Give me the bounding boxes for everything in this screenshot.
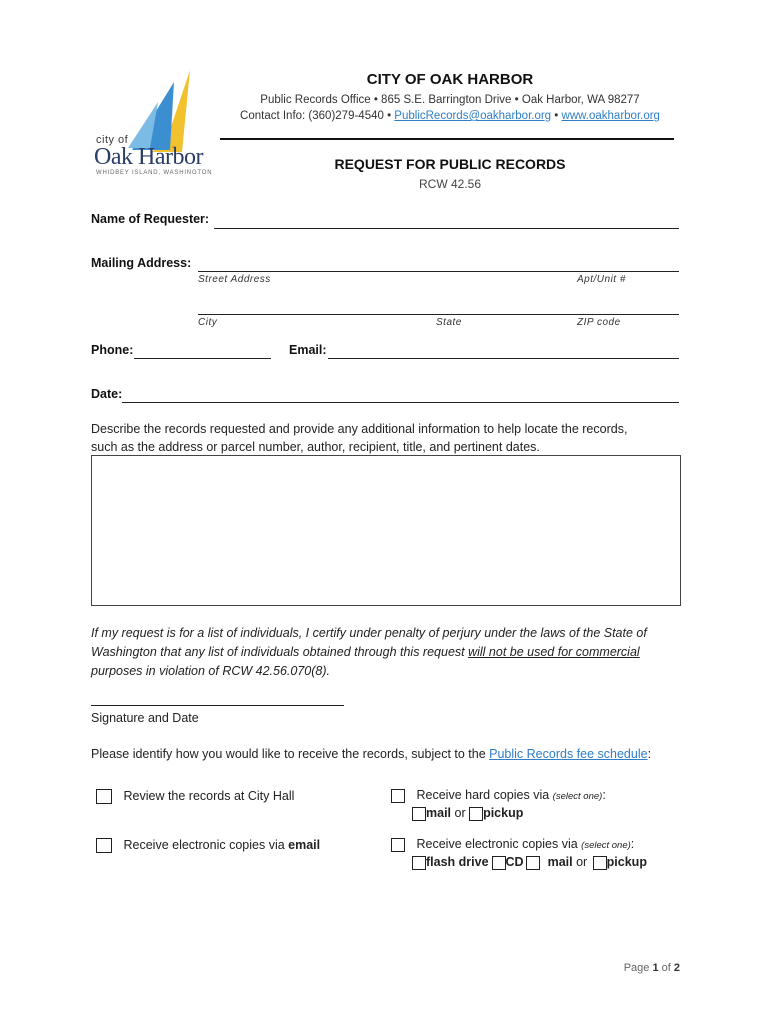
review-city-hall-option[interactable] bbox=[96, 789, 294, 804]
cert-line-3: purposes in violation of RCW 42.56.070(8). bbox=[91, 664, 331, 678]
pickup-media-checkbox[interactable] bbox=[593, 856, 607, 870]
apt-caption: Apt/Unit # bbox=[577, 274, 626, 285]
website-link[interactable]: www.oakharbor.org bbox=[561, 110, 660, 122]
review-city-hall-label: Review the records at City Hall bbox=[123, 789, 295, 803]
email-label: Email: bbox=[289, 343, 327, 357]
name-field[interactable] bbox=[214, 228, 679, 229]
electronic-media-option[interactable]: Receive electronic copies via (select one): bbox=[391, 837, 634, 852]
contact-separator: • bbox=[551, 110, 562, 122]
cert-line-1: If my request is for a list of individuals, I certify under penalty of perjury under the laws of the State of bbox=[91, 626, 647, 640]
street-caption: Street Address bbox=[198, 274, 271, 285]
logo-tagline: WHIDBEY ISLAND, WASHINGTON bbox=[96, 170, 213, 176]
hard-copies-choices: mail or pickup bbox=[412, 806, 523, 821]
pickup-checkbox[interactable] bbox=[469, 807, 483, 821]
delivery-intro: Please identify how you would like to receive the records, subject to the Public Records fee schedule: bbox=[91, 747, 652, 761]
perjury-certification bbox=[91, 624, 691, 681]
cd-label: CD bbox=[505, 855, 524, 869]
describe-line-1: Describe the records requested and provide any additional information to help locate the records, bbox=[91, 422, 628, 436]
describe-line-2: such as the address or parcel number, author, recipient, title, and pertinent dates. bbox=[91, 440, 540, 454]
logo-name-text: Oak Harbor bbox=[94, 144, 203, 170]
phone-label: Phone: bbox=[91, 343, 134, 357]
hard-copies-select-one: (select one) bbox=[552, 791, 603, 802]
electronic-select-one: (select one) bbox=[581, 840, 631, 851]
statute-reference: RCW 42.56 bbox=[418, 177, 482, 191]
electronic-media-label: Receive electronic copies via bbox=[416, 837, 582, 851]
electronic-email-checkbox[interactable] bbox=[96, 838, 112, 853]
email-field[interactable] bbox=[328, 358, 679, 359]
page-number: Page 1 of 2 bbox=[623, 962, 680, 974]
hard-copies-label: Receive hard copies via bbox=[416, 788, 553, 802]
electronic-email-option[interactable] bbox=[96, 838, 320, 853]
city-logo bbox=[88, 68, 218, 180]
date-field[interactable] bbox=[122, 402, 679, 403]
cert-line-2: Washington that any list of individuals obtained through this request will not be used for commercial bbox=[91, 645, 640, 659]
review-city-hall-checkbox[interactable] bbox=[96, 789, 112, 804]
pickup-label: pickup bbox=[483, 806, 524, 820]
street-field[interactable] bbox=[198, 271, 679, 272]
cd-checkbox[interactable] bbox=[492, 856, 506, 870]
signature-caption: Signature and Date bbox=[91, 711, 199, 725]
mailing-label: Mailing Address: bbox=[91, 256, 192, 270]
email-media-checkbox[interactable] bbox=[526, 856, 540, 870]
electronic-media-checkbox[interactable] bbox=[391, 838, 405, 852]
office-address: Public Records Office • 865 S.E. Barrington Drive • Oak Harbor, WA 98277 bbox=[260, 94, 640, 106]
pickup-media-label: pickup bbox=[606, 855, 647, 869]
form-title: REQUEST FOR PUBLIC RECORDS bbox=[334, 156, 566, 172]
electronic-media-choices: flash drive CD mail or pickup bbox=[412, 855, 647, 870]
name-label: Name of Requester: bbox=[91, 212, 210, 226]
describe-instructions bbox=[91, 420, 691, 456]
electronic-email-label: Receive electronic copies via bbox=[123, 838, 289, 852]
contact-prefix: Contact Info: (360)279-4540 • bbox=[240, 110, 395, 122]
flash-drive-checkbox[interactable] bbox=[412, 856, 426, 870]
email-link[interactable]: PublicRecords@oakharbor.org bbox=[394, 110, 552, 122]
contact-info bbox=[220, 110, 680, 122]
records-description-box[interactable] bbox=[91, 455, 681, 606]
city-state-zip-field[interactable] bbox=[198, 314, 679, 315]
header-divider bbox=[220, 138, 674, 140]
phone-field[interactable] bbox=[134, 358, 271, 359]
email-word: email bbox=[288, 838, 321, 852]
hard-copies-checkbox[interactable] bbox=[391, 789, 405, 803]
signature-field[interactable] bbox=[91, 705, 344, 706]
mail-label: mail bbox=[426, 806, 452, 820]
state-caption: State bbox=[436, 317, 462, 328]
zip-caption: ZIP code bbox=[577, 317, 621, 328]
city-caption: City bbox=[198, 317, 218, 328]
logo-city-text: city of bbox=[96, 134, 129, 146]
city-title: CITY OF OAK HARBOR bbox=[366, 71, 534, 88]
mail-media-label: mail bbox=[547, 855, 573, 869]
flash-drive-label: flash drive bbox=[426, 855, 489, 869]
fee-schedule-link[interactable]: Public Records fee schedule bbox=[489, 747, 648, 761]
cert-underlined: will not be used for commercial bbox=[468, 645, 640, 659]
date-label: Date: bbox=[91, 387, 123, 401]
mail-checkbox[interactable] bbox=[412, 807, 426, 821]
hard-copies-option[interactable]: Receive hard copies via (select one): bbox=[391, 788, 606, 803]
